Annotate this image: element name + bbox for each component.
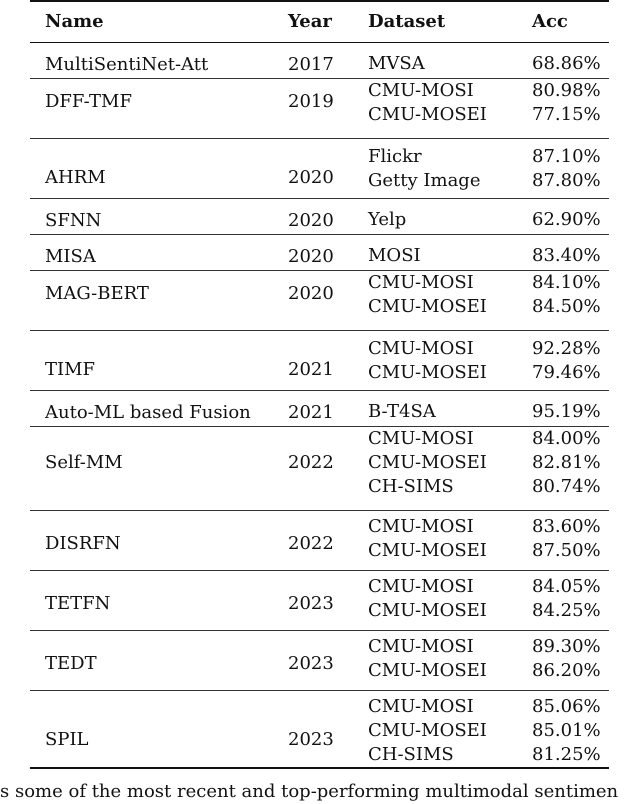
table-row <box>30 235 609 271</box>
model-name: TETFN <box>45 593 111 614</box>
table-row <box>30 331 609 391</box>
table-row <box>30 271 609 331</box>
accuracy-value: 84.10% <box>532 272 601 293</box>
cell-acc <box>512 79 609 139</box>
cell-dataset <box>354 511 512 571</box>
cell-name <box>30 691 282 769</box>
model-year: 2022 <box>288 533 334 554</box>
cell-acc <box>512 427 609 511</box>
dataset-name: CMU-MOSI <box>368 80 474 101</box>
header-acc: Acc <box>532 11 568 32</box>
table-row <box>30 571 609 631</box>
dataset-name: Flickr <box>368 146 422 167</box>
accuracy-value: 84.05% <box>532 576 601 597</box>
model-name: TEDT <box>45 653 97 674</box>
dataset-name: Getty Image <box>368 170 481 191</box>
cell-acc <box>512 199 609 235</box>
cell-dataset <box>354 571 512 631</box>
dataset-name: CMU-MOSI <box>368 428 474 449</box>
model-year: 2020 <box>288 210 334 231</box>
cell-name <box>30 199 282 235</box>
header-row <box>30 1 609 43</box>
model-year: 2023 <box>288 653 334 674</box>
cell-name <box>30 271 282 331</box>
cell-year <box>282 79 354 139</box>
accuracy-value: 92.28% <box>532 338 601 359</box>
accuracy-value: 87.50% <box>532 540 601 561</box>
dataset-name: CH-SIMS <box>368 744 454 765</box>
accuracy-value: 86.20% <box>532 660 601 681</box>
accuracy-value: 87.80% <box>532 170 601 191</box>
results-table <box>30 0 609 769</box>
accuracy-value: 82.81% <box>532 452 601 473</box>
cell-year <box>282 331 354 391</box>
cell-acc <box>512 43 609 79</box>
accuracy-value: 85.06% <box>532 696 601 717</box>
cell-year <box>282 235 354 271</box>
accuracy-value: 84.50% <box>532 296 601 317</box>
header-dataset: Dataset <box>368 11 446 32</box>
accuracy-value: 79.46% <box>532 362 601 383</box>
accuracy-value: 81.25% <box>532 744 601 765</box>
model-name: Self-MM <box>45 452 123 473</box>
dataset-name: MVSA <box>368 53 425 74</box>
table-row <box>30 43 609 79</box>
cell-dataset <box>354 427 512 511</box>
cell-year <box>282 271 354 331</box>
accuracy-value: 80.98% <box>532 80 601 101</box>
model-year: 2023 <box>288 593 334 614</box>
dataset-name: Yelp <box>368 209 407 230</box>
cell-dataset <box>354 631 512 691</box>
dataset-name: CMU-MOSEI <box>368 104 487 125</box>
dataset-name: CMU-MOSEI <box>368 452 487 473</box>
cell-acc <box>512 235 609 271</box>
cell-year <box>282 199 354 235</box>
cell-acc <box>512 331 609 391</box>
dataset-name: CMU-MOSEI <box>368 540 487 561</box>
accuracy-value: 89.30% <box>532 636 601 657</box>
dataset-name: CMU-MOSI <box>368 272 474 293</box>
cell-name <box>30 331 282 391</box>
table-row <box>30 79 609 139</box>
cell-acc <box>512 631 609 691</box>
dataset-name: CMU-MOSI <box>368 338 474 359</box>
model-year: 2022 <box>288 452 334 473</box>
model-name: AHRM <box>45 167 106 188</box>
accuracy-value: 68.86% <box>532 53 601 74</box>
dataset-name: B-T4SA <box>368 401 436 422</box>
cell-name <box>30 631 282 691</box>
model-year: 2020 <box>288 246 334 267</box>
cell-dataset <box>354 79 512 139</box>
header-name: Name <box>45 11 104 32</box>
header-year: Year <box>288 11 332 32</box>
dataset-name: CMU-MOSEI <box>368 296 487 317</box>
table-row <box>30 391 609 427</box>
accuracy-value: 77.15% <box>532 104 601 125</box>
cell-year <box>282 139 354 199</box>
model-year: 2019 <box>288 91 334 112</box>
dataset-name: CMU-MOSEI <box>368 660 487 681</box>
model-name: MISA <box>45 246 96 267</box>
model-name: SFNN <box>45 210 102 231</box>
model-year: 2017 <box>288 54 334 75</box>
cell-dataset <box>354 43 512 79</box>
accuracy-value: 95.19% <box>532 401 601 422</box>
cell-dataset <box>354 391 512 427</box>
table-row <box>30 511 609 571</box>
cell-name <box>30 571 282 631</box>
model-name: TIMF <box>45 359 96 380</box>
model-name: MAG-BERT <box>45 283 149 304</box>
accuracy-value: 84.25% <box>532 600 601 621</box>
cell-year <box>282 427 354 511</box>
model-name: DFF-TMF <box>45 91 132 112</box>
dataset-name: CH-SIMS <box>368 476 454 497</box>
model-year: 2021 <box>288 359 334 380</box>
model-year: 2023 <box>288 729 334 750</box>
cell-year <box>282 391 354 427</box>
cell-acc <box>512 511 609 571</box>
dataset-name: MOSI <box>368 245 421 266</box>
table-row <box>30 199 609 235</box>
cell-dataset <box>354 691 512 769</box>
table-row <box>30 139 609 199</box>
cell-dataset <box>354 139 512 199</box>
cell-acc <box>512 571 609 631</box>
accuracy-value: 62.90% <box>532 209 601 230</box>
dataset-name: CMU-MOSI <box>368 516 474 537</box>
cell-name <box>30 43 282 79</box>
cell-name <box>30 235 282 271</box>
model-year: 2020 <box>288 167 334 188</box>
dataset-name: CMU-MOSI <box>368 576 474 597</box>
cell-dataset <box>354 271 512 331</box>
cell-year <box>282 511 354 571</box>
cell-name <box>30 511 282 571</box>
cell-year <box>282 631 354 691</box>
model-year: 2020 <box>288 283 334 304</box>
cell-acc <box>512 271 609 331</box>
accuracy-value: 85.01% <box>532 720 601 741</box>
table-caption: s some of the most recent and top-performing multimodal sentimen <box>0 781 619 802</box>
model-name: Auto-ML based Fusion <box>45 402 251 423</box>
cell-acc <box>512 391 609 427</box>
accuracy-value: 83.40% <box>532 245 601 266</box>
model-name: SPIL <box>45 729 89 750</box>
table-body <box>30 43 609 769</box>
cell-name <box>30 79 282 139</box>
model-name: DISRFN <box>45 533 121 554</box>
cell-year <box>282 691 354 769</box>
table-row <box>30 631 609 691</box>
dataset-name: CMU-MOSEI <box>368 600 487 621</box>
dataset-name: CMU-MOSI <box>368 636 474 657</box>
cell-name <box>30 427 282 511</box>
table-row <box>30 427 609 511</box>
accuracy-value: 83.60% <box>532 516 601 537</box>
accuracy-value: 84.00% <box>532 428 601 449</box>
cell-dataset <box>354 235 512 271</box>
cell-dataset <box>354 199 512 235</box>
dataset-name: CMU-MOSI <box>368 696 474 717</box>
cell-dataset <box>354 331 512 391</box>
model-name: MultiSentiNet-Att <box>45 54 209 75</box>
dataset-name: CMU-MOSEI <box>368 362 487 383</box>
model-year: 2021 <box>288 402 334 423</box>
cell-name <box>30 139 282 199</box>
cell-year <box>282 43 354 79</box>
table-row <box>30 691 609 769</box>
cell-acc <box>512 139 609 199</box>
accuracy-value: 80.74% <box>532 476 601 497</box>
cell-acc <box>512 691 609 769</box>
accuracy-value: 87.10% <box>532 146 601 167</box>
dataset-name: CMU-MOSEI <box>368 720 487 741</box>
cell-name <box>30 391 282 427</box>
cell-year <box>282 571 354 631</box>
